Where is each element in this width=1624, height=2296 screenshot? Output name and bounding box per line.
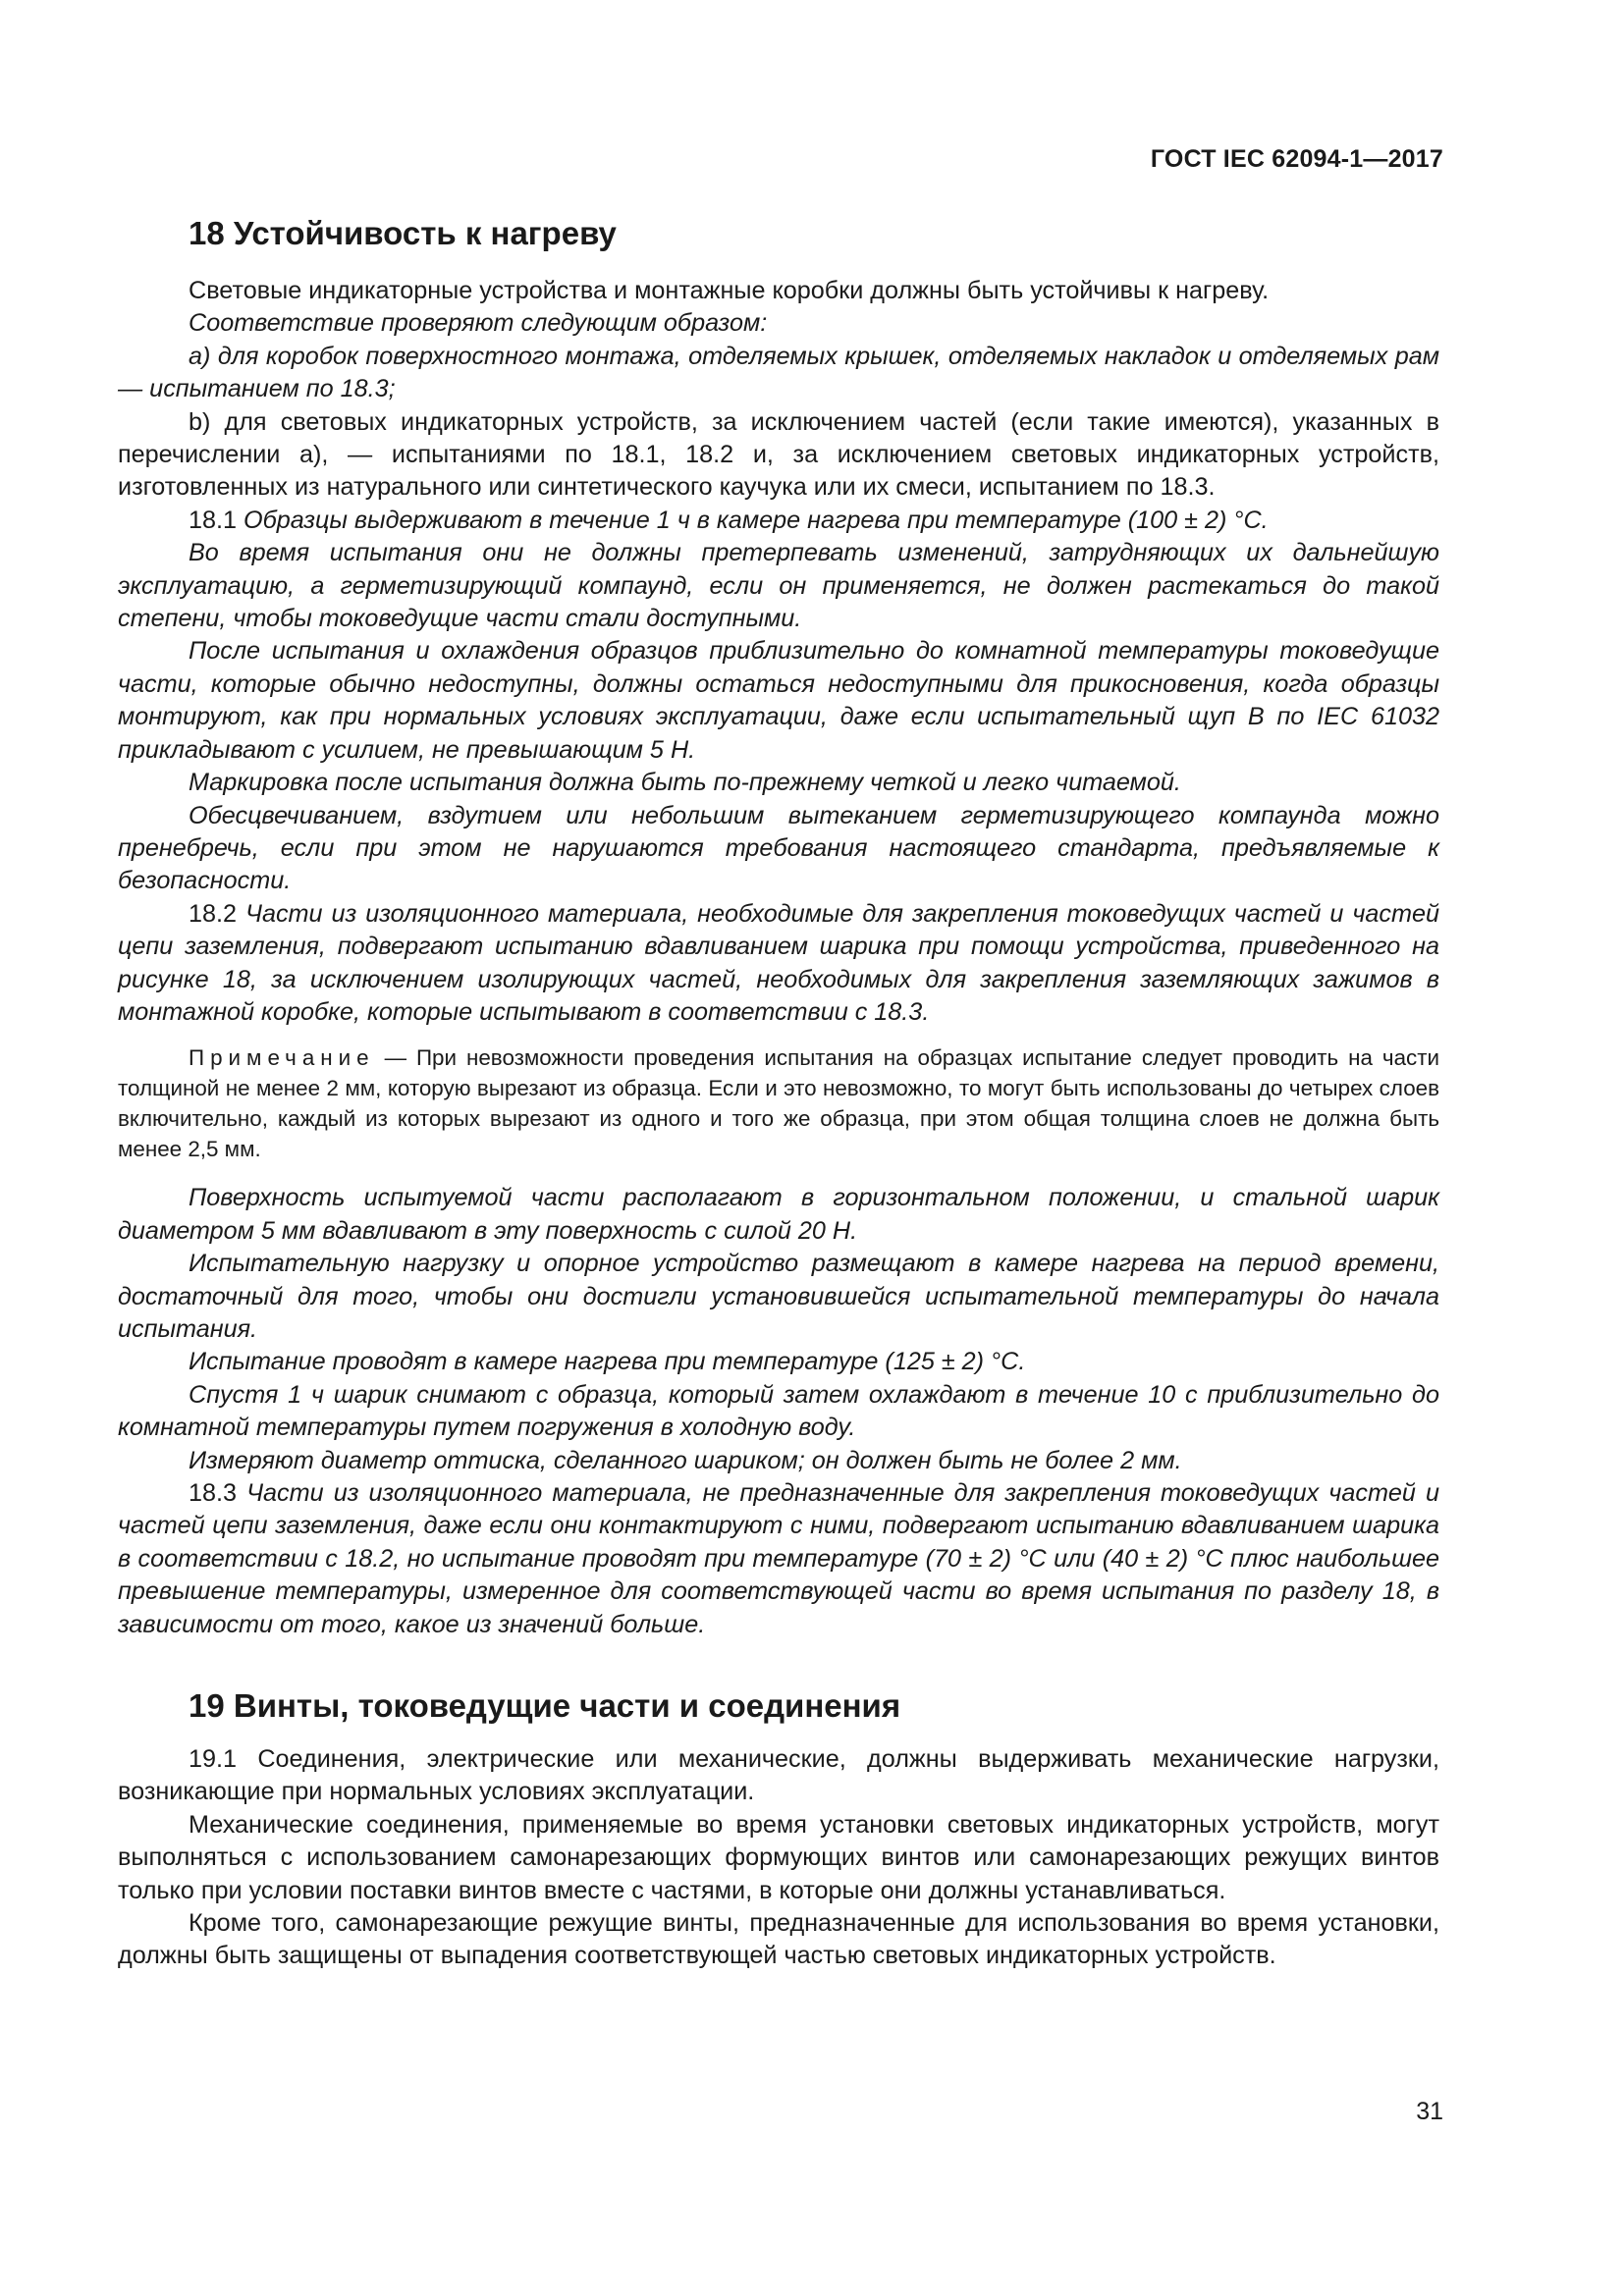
note-label: Примечание (189, 1045, 375, 1071)
clause-number: 18.1 (189, 506, 238, 534)
paragraph: 19.1 Соединения, электрические или механические, должны выдерживать механические нагрузки, возникающие при нормальных условиях эксплуатации. (118, 1745, 1439, 1806)
paragraph: Световые индикаторные устройства и монтажные коробки должны быть устойчивы к нагреву. (189, 277, 1270, 304)
paragraph: Кроме того, самонарезающие режущие винты, предназначенные для использования во время установки, должны быть защищены от выпадения соответствующей частью световых индикаторных устройств. (118, 1909, 1439, 1970)
page-number: 31 (1416, 2098, 1443, 2125)
note-paragraph (118, 1042, 1439, 1164)
clause-text: Части из изоляционного материала, не предназначенные для закрепления токоведущих частей и частей цепи заземления, даже если они контактируют с ними, подвергают испытанию вдавливанием шарика в соответствии с 18.2, но испытание проводят при температуре (70 ± 2) °С или (40 ± 2) °С плюс наибольшее превышение температуры, измеренное для соответствующей части во время испытания по разделу 18, в зависимости от того, какое из значений больше. (118, 1479, 1439, 1638)
paragraph: После испытания и охлаждения образцов приблизительно до комнатной температуры токоведущие части, которые обычно недоступны, должны остаться недоступными для прикосновения, когда образцы монтируют, как при нормальных условиях эксплуатации, даже если испытательный щуп В по IEC 61032 прикладывают с усилием, не превышающим 5 Н. (118, 637, 1439, 764)
document-body (118, 214, 1439, 1973)
clause-18-2 (118, 898, 1439, 1030)
paragraph: Обесцвечиванием, вздутием или небольшим вытеканием герметизирующего компаунда можно пренебречь, если при этом не нарушаются требования настоящего стандарта, предъявляемые к безопасности. (118, 801, 1439, 895)
clause-text: Части из изоляционного материала, необходимые для закрепления токоведущих частей и частей цепи заземления, подвергают испытанию вдавливанием шарика при помощи устройства, приведенного на рисунке 18, за исключением изолирующих частей, необходимых для закрепления заземляющих зажимов в монтажной коробке, которые испытывают в соответствии с 18.3. (118, 899, 1439, 1026)
clause-text: Образцы выдерживают в течение 1 ч в камере нагрева при температуре (100 ± 2) °С. (244, 506, 1269, 534)
clause-18-3 (118, 1477, 1439, 1641)
paragraph: Во время испытания они не должны претерпевать изменений, затрудняющих их дальнейшую эксплуатацию, а герметизирующий компаунд, если он применяется, не должен растекаться до такой степени, чтобы токоведущие части стали доступными. (118, 539, 1439, 633)
clause-number: 18.2 (189, 899, 238, 928)
note-block (118, 1042, 1439, 1164)
section-18-heading: 18 Устойчивость к нагреву (189, 215, 617, 251)
note-text: — При невозможности проведения испытания на образцах испытание следует проводить на части толщиной не менее 2 мм, которую вырезают из образца. Если и это невозможно, то могут быть использованы до четырех слоев включительно, каждый из которых вырезают из одного и того же образца, при этом общая толщина слоев не должна быть менее 2,5 мм. (118, 1045, 1439, 1162)
clause-18-1 (118, 505, 1439, 537)
paragraph: Механические соединения, применяемые во время установки световых индикаторных устройств, могут выполняться с использованием самонарезающих формующих винтов или самонарезающих режущих винтов только при условии поставки винтов вместе с частями, в которые они должны устанавливаться. (118, 1810, 1439, 1904)
paragraph: Испытание проводят в камере нагрева при температуре (125 ± 2) °С. (189, 1348, 1026, 1376)
paragraph: Измеряют диаметр оттиска, сделанного шариком; он должен быть не более 2 мм. (189, 1446, 1182, 1474)
clause-number: 18.3 (189, 1479, 238, 1507)
paragraph: Маркировка после испытания должна быть по-прежнему четкой и легко читаемой. (189, 769, 1181, 797)
section-19-heading: 19 Винты, токоведущие части и соединения (189, 1687, 901, 1725)
paragraph: Испытательную нагрузку и опорное устройство размещают в камере нагрева на период времени, достаточный для того, чтобы они достигли установившейся испытательной температуры до начала испытания. (118, 1250, 1439, 1343)
list-item-b: b) для световых индикаторных устройств, за исключением частей (если такие имеются), указанных в перечислении а), — испытаниями по 18.1, 18.2 и, за исключением световых индикаторных устройств, изготовленных из натурального или синтетического каучука или их смеси, испытанием по 18.3. (118, 407, 1439, 502)
list-item-a: а) для коробок поверхностного монтажа, отделяемых крышек, отделяемых накладок и отделяемых рам — испытанием по 18.3; (118, 342, 1439, 403)
document-header: ГОСТ IEC 62094-1—2017 (1150, 145, 1443, 173)
paragraph: Поверхность испытуемой части располагают в горизонтальном положении, и стальной шарик диаметром 5 мм вдавливают в эту поверхность с силой 20 Н. (118, 1184, 1439, 1245)
paragraph: Соответствие проверяют следующим образом: (189, 309, 768, 338)
paragraph: Спустя 1 ч шарик снимают с образца, который затем охлаждают в течение 10 с приблизительно до комнатной температуры путем погружения в холодную воду. (118, 1380, 1439, 1442)
